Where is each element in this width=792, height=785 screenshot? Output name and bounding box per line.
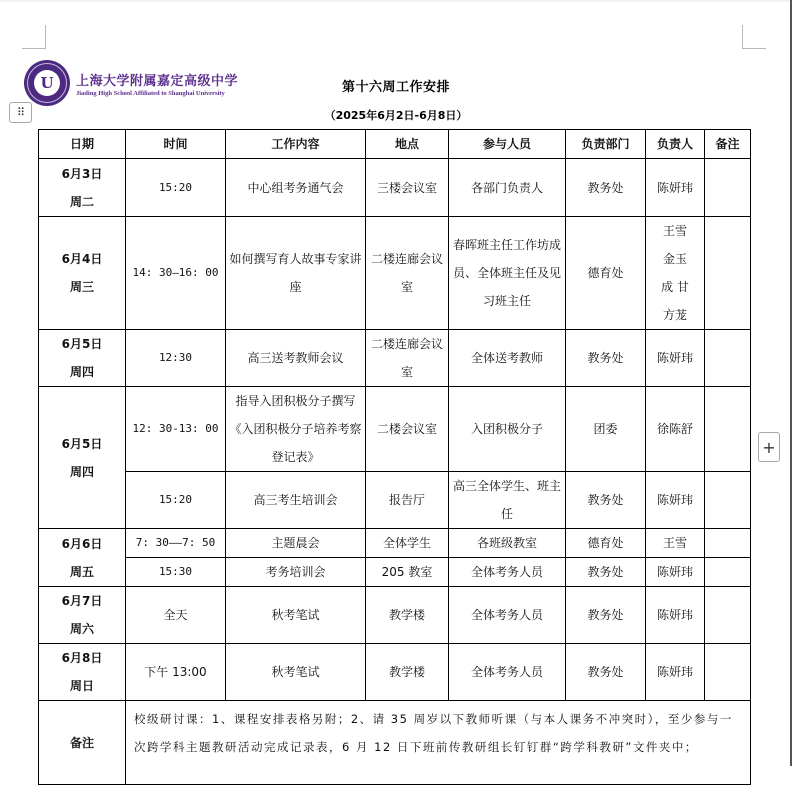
participants-cell[interactable]: 全体考务人员 xyxy=(449,587,566,644)
table-row xyxy=(39,159,751,217)
date-range: （2025年6月2日-6月8日） xyxy=(324,109,468,122)
location-cell[interactable]: 二楼连廊会议室 xyxy=(366,217,449,330)
content-cell[interactable]: 考务培训会 xyxy=(226,558,366,587)
person-cell[interactable]: 陈妍玮 xyxy=(646,558,705,587)
participants-cell[interactable]: 各班级教室 xyxy=(449,529,566,558)
department-cell[interactable]: 教务处 xyxy=(566,644,646,701)
participants-cell[interactable]: 全体考务人员 xyxy=(449,644,566,701)
remarks-label: 备注 xyxy=(39,701,126,785)
content-cell[interactable]: 秋考笔试 xyxy=(226,587,366,644)
department-cell[interactable]: 教务处 xyxy=(566,558,646,587)
person-cell[interactable]: 陈妍玮 xyxy=(646,644,705,701)
department-cell[interactable]: 教务处 xyxy=(566,472,646,529)
margin-corner-top-left xyxy=(22,25,46,49)
participants-cell[interactable]: 各部门负责人 xyxy=(449,159,566,217)
window-top-edge xyxy=(0,0,792,2)
person-cell[interactable]: 王雪 xyxy=(646,529,705,558)
school-name-cn: 上海大学附属嘉定高级中学 xyxy=(76,73,239,89)
date-cell[interactable]: 6月7日 周六 xyxy=(39,587,126,644)
content-cell[interactable]: 主题晨会 xyxy=(226,529,366,558)
table-row xyxy=(39,217,751,330)
time-cell[interactable]: 15:20 xyxy=(126,472,226,529)
header-participants: 参与人员 xyxy=(449,130,566,159)
person-cell[interactable]: 徐陈舒 xyxy=(646,387,705,472)
department-cell[interactable]: 教务处 xyxy=(566,587,646,644)
table-drag-handle-icon[interactable]: ⠿ xyxy=(9,102,32,123)
table-header-row xyxy=(39,130,751,159)
content-cell[interactable]: 高三送考教师会议 xyxy=(226,330,366,387)
content-cell[interactable]: 如何撰写育人故事专家讲座 xyxy=(226,217,366,330)
department-cell[interactable]: 教务处 xyxy=(566,330,646,387)
participants-cell[interactable]: 入团积极分子 xyxy=(449,387,566,472)
participants-cell[interactable]: 全体考务人员 xyxy=(449,558,566,587)
date-cell[interactable]: 6月3日 周二 xyxy=(39,159,126,217)
table-row xyxy=(39,644,751,701)
content-cell[interactable]: 中心组考务通气会 xyxy=(226,159,366,217)
note-cell[interactable] xyxy=(705,217,751,330)
table-row xyxy=(39,330,751,387)
department-cell[interactable]: 团委 xyxy=(566,387,646,472)
note-cell[interactable] xyxy=(705,644,751,701)
location-cell[interactable]: 教学楼 xyxy=(366,587,449,644)
header-person: 负责人 xyxy=(646,130,705,159)
person-cell[interactable]: 陈妍玮 xyxy=(646,159,705,217)
add-column-button[interactable]: + xyxy=(758,432,780,462)
content-cell[interactable]: 高三考生培训会 xyxy=(226,472,366,529)
schedule-table xyxy=(38,129,751,785)
location-cell[interactable]: 报告厅 xyxy=(366,472,449,529)
note-cell[interactable] xyxy=(705,330,751,387)
location-cell[interactable]: 二楼会议室 xyxy=(366,387,449,472)
time-cell[interactable]: 全天 xyxy=(126,587,226,644)
department-cell[interactable]: 德育处 xyxy=(566,217,646,330)
department-cell[interactable]: 教务处 xyxy=(566,159,646,217)
document-title: 第十六周工作安排 xyxy=(341,80,450,95)
margin-corner-top-right xyxy=(742,25,766,49)
location-cell[interactable]: 二楼连廊会议室 xyxy=(366,330,449,387)
date-cell[interactable]: 6月8日 周日 xyxy=(39,644,126,701)
time-cell[interactable]: 下午 13:00 xyxy=(126,644,226,701)
date-cell[interactable]: 6月5日 周四 xyxy=(39,387,126,529)
person-cell[interactable]: 陈妍玮 xyxy=(646,472,705,529)
school-name-en: Jiading High School Affiliated to Shanghai University xyxy=(76,89,225,97)
header-content: 工作内容 xyxy=(226,130,366,159)
note-cell[interactable] xyxy=(705,472,751,529)
header-location: 地点 xyxy=(366,130,449,159)
note-cell[interactable] xyxy=(705,387,751,472)
school-emblem-icon: U xyxy=(24,60,70,106)
person-cell[interactable]: 王雪 金玉成 甘方茏 xyxy=(646,217,705,330)
participants-cell[interactable]: 高三全体学生、班主任 xyxy=(449,472,566,529)
time-cell[interactable]: 7: 30——7: 50 xyxy=(126,529,226,558)
table-row xyxy=(39,387,751,472)
table-row xyxy=(39,472,751,529)
location-cell[interactable]: 全体学生 xyxy=(366,529,449,558)
table-row xyxy=(39,529,751,558)
header-date: 日期 xyxy=(39,130,126,159)
note-cell[interactable] xyxy=(705,159,751,217)
remarks-row xyxy=(39,701,751,785)
table-row xyxy=(39,587,751,644)
location-cell[interactable]: 教学楼 xyxy=(366,644,449,701)
location-cell[interactable]: 205 教室 xyxy=(366,558,449,587)
header-note: 备注 xyxy=(705,130,751,159)
date-cell[interactable]: 6月4日 周三 xyxy=(39,217,126,330)
location-cell[interactable]: 三楼会议室 xyxy=(366,159,449,217)
person-cell[interactable]: 陈妍玮 xyxy=(646,587,705,644)
time-cell[interactable]: 12: 30-13: 00 xyxy=(126,387,226,472)
department-cell[interactable]: 德育处 xyxy=(566,529,646,558)
remarks-text[interactable]: 校级研讨课：1、课程安排表格另附；2、请 35 周岁以下教师听课（与本人课务不冲突时），至少参与一 次跨学科主题教研活动完成记录表，6 月 12 日下班前传教研组长钉钉群“跨学科教研”文件夹中； xyxy=(126,701,751,785)
time-cell[interactable]: 15:30 xyxy=(126,558,226,587)
note-cell[interactable] xyxy=(705,587,751,644)
date-cell[interactable]: 6月5日 周四 xyxy=(39,330,126,387)
header-time: 时间 xyxy=(126,130,226,159)
header-department: 负责部门 xyxy=(566,130,646,159)
participants-cell[interactable]: 全体送考教师 xyxy=(449,330,566,387)
time-cell[interactable]: 12:30 xyxy=(126,330,226,387)
content-cell[interactable]: 秋考笔试 xyxy=(226,644,366,701)
date-cell[interactable]: 6月6日 周五 xyxy=(39,529,126,587)
time-cell[interactable]: 14: 30—16: 00 xyxy=(126,217,226,330)
note-cell[interactable] xyxy=(705,529,751,558)
note-cell[interactable] xyxy=(705,558,751,587)
time-cell[interactable]: 15:20 xyxy=(126,159,226,217)
table-row xyxy=(39,558,751,587)
participants-cell[interactable]: 春晖班主任工作坊成员、全体班主任及见习班主任 xyxy=(449,217,566,330)
person-cell[interactable]: 陈妍玮 xyxy=(646,330,705,387)
content-cell[interactable]: 指导入团积极分子撰写《入团积极分子培养考察登记表》 xyxy=(226,387,366,472)
